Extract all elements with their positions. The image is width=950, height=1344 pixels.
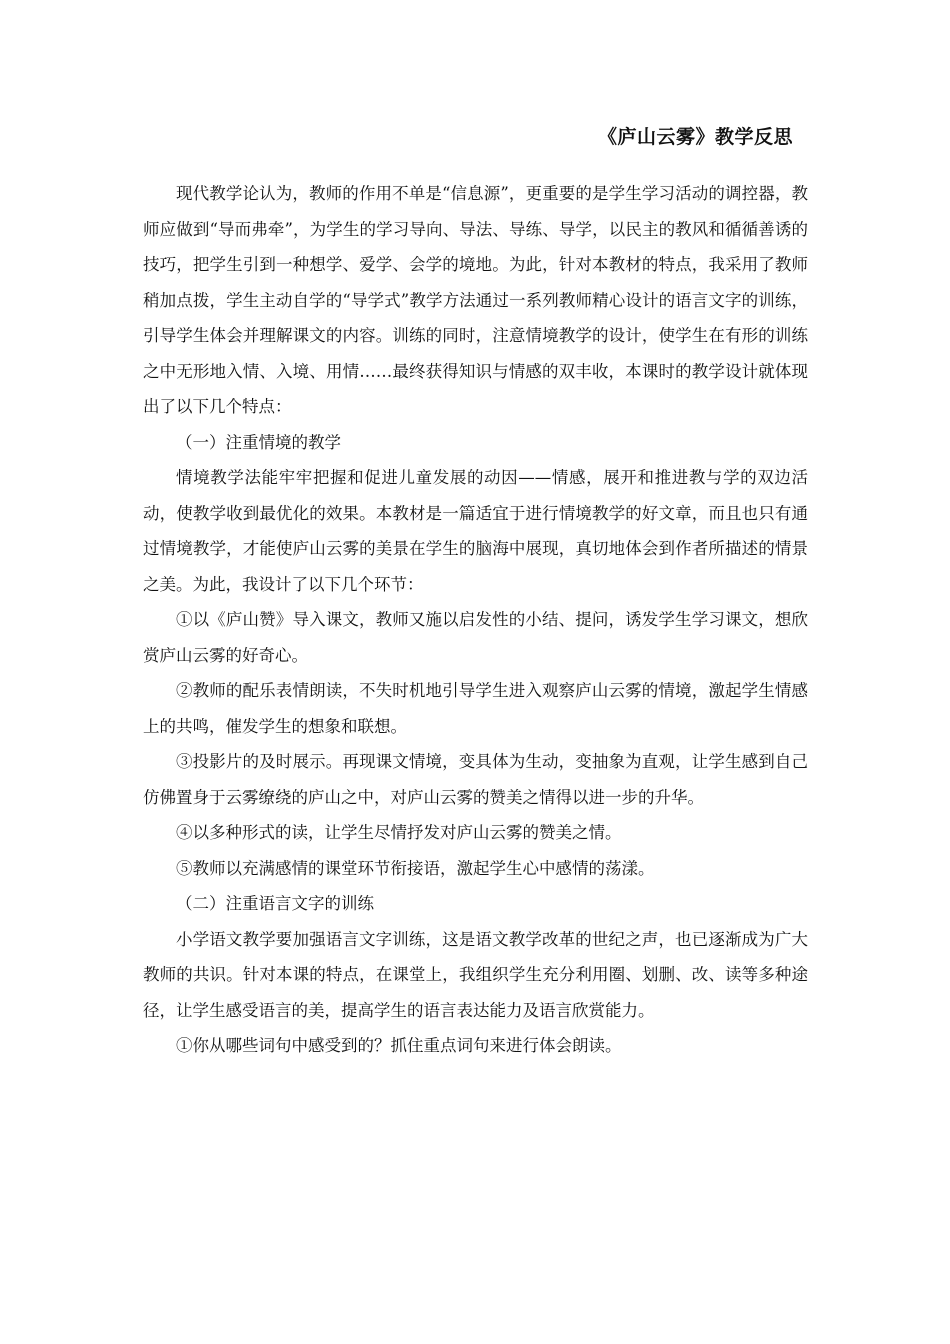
document-title: 《庐山云雾》教学反思 [598, 126, 794, 148]
language-training-paragraph: 小学语文教学要加强语言文字训练，这是语文教学改革的世纪之声，也已逐渐成为广大教师的共识。针对本课的特点，在课堂上，我组织学生充分利用圈、划删、改、读等多种途径，让学生感受语言的美，提高学生的语言表达能力及语言欣赏能力。 [143, 929, 808, 1020]
document-body [143, 176, 808, 1064]
list-item-3: ③投影片的及时展示。再现课文情境，变具体为生动，变抽象为直观，让学生感到自己仿佛置身于云雾缭绕的庐山之中，对庐山云雾的赞美之情得以进一步的升华。 [143, 752, 808, 807]
list-item-4: ④以多种形式的读，让学生尽情抒发对庐山云雾的赞美之情。 [176, 823, 622, 842]
list-item-2: ②教师的配乐表情朗读，不失时机地引导学生进入观察庐山云雾的情境，激起学生情感上的共鸣，催发学生的想象和联想。 [143, 681, 808, 736]
intro-paragraph: 现代教学论认为，教师的作用不单是“信息源”，更重要的是学生学习活动的调控器，教师应做到“导而弗牵”，为学生的学习导向、导法、导练、导学，以民主的教风和循循善诱的技巧，把学生引到一种想学、爱学、会学的境地。为此，针对本教材的特点，我采用了教师稍加点拨，学生主动自学的“导学式”教学方法通过一系列教师精心设计的语言文字的训练，引导学生体会并理解课文的内容。训练的同时，注意情境教学的设计，使学生在有形的训练之中无形地入情、入境、用情……最终获得知识与情感的双丰收，本课时的教学设计就体现出了以下几个特点： [143, 184, 808, 416]
list-item-5: ⑤教师以充满感情的课堂环节衔接语，激起学生心中感情的荡漾。 [176, 858, 655, 878]
section-heading-situational-teaching: （一）注重情境的教学 [176, 432, 341, 452]
section-heading-language-training: （二）注重语言文字的训练 [176, 894, 374, 913]
language-list-item-1: ①你从哪些词句中感受到的？抓住重点词句来进行体会朗读。 [176, 1036, 622, 1055]
list-item-1: ①以《庐山赞》导入课文，教师又施以启发性的小结、提问，诱发学生学习课文，想欣赏庐山云雾的好奇心。 [143, 610, 808, 665]
situational-teaching-paragraph: 情境教学法能牢牢把握和促进儿童发展的动因——情感，展开和推进教与学的双边活动，使教学收到最优化的效果。本教材是一篇适宜于进行情境教学的好文章，而且也只有通过情境教学，才能使庐山云雾的美景在学生的脑海中展现，真切地体会到作者所描述的情景之美。为此，我设计了以下几个环节： [143, 468, 808, 594]
